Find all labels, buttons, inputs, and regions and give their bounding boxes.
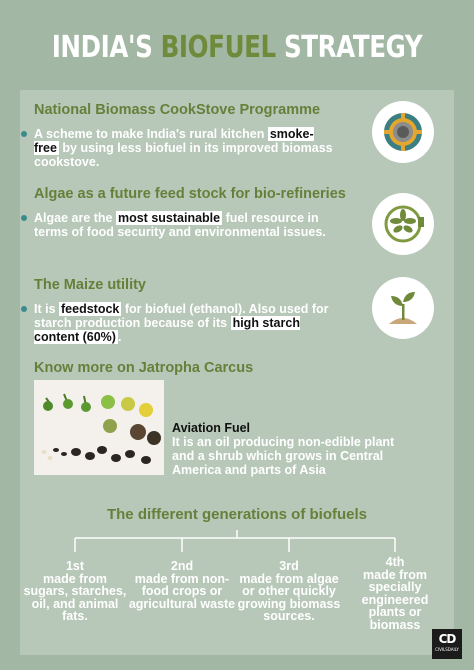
section-body-algae [34, 211, 334, 239]
sprout-icon [372, 277, 434, 339]
body-text: It is [34, 302, 60, 316]
highlight-text: smoke-free [34, 127, 314, 155]
generation-description: made from sugars, starches, oil, and animal fats. [23, 571, 127, 623]
generations-title: The different generations of biofuels [106, 506, 368, 523]
title-part-2: BIOFUEL [160, 30, 276, 65]
title-part-3: STRATEGY [275, 30, 423, 65]
algae-plug-icon [372, 193, 434, 255]
body-text: . [117, 330, 122, 344]
cookstove-icon [372, 101, 434, 163]
generations-connector-lines [0, 526, 474, 556]
highlight-text: most sustainable [117, 211, 221, 225]
section-heading-jatropha: Know more on Jatropha Carcus [34, 360, 254, 376]
body-text: fuel resource in terms of food security and environmental issues. [34, 211, 326, 239]
generation-number: 2nd [170, 559, 194, 573]
section-heading-algae: Algae as a future feed stock for bio-refineries [34, 186, 346, 202]
bullet-icon [21, 215, 27, 221]
body-text: Algae are the [34, 211, 116, 225]
aviation-fuel-body: It is an oil producing non-edible plant and a shrub which grows in Central America and parts of Asia [172, 435, 395, 477]
section-heading-cookstove: National Biomass CookStove Programme [34, 102, 321, 118]
generation-2nd [127, 560, 237, 610]
bullet-icon [21, 306, 27, 312]
highlight-text: high starch content (60%) [34, 316, 300, 344]
generation-number: 3rd [279, 559, 299, 573]
generation-4th [350, 556, 440, 631]
highlight-text: feedstock [61, 302, 120, 316]
page-title [43, 30, 432, 65]
generation-description: made from non-food crops or agricultural waste [128, 571, 236, 611]
logo-subtext: CIVILSDAILY [435, 647, 459, 652]
generation-3rd [234, 560, 344, 623]
section-body-maize [34, 302, 334, 344]
generation-description: made from algae or other quickly growing biomass sources. [237, 571, 341, 623]
jatropha-photo [34, 380, 164, 475]
civilsdaily-logo [432, 629, 462, 659]
bullet-icon [21, 131, 27, 137]
body-text: A scheme to make India's rural kitchen [34, 127, 268, 141]
logo-mark: CD [438, 632, 456, 646]
generation-number: 4th [385, 555, 405, 569]
body-text: by using less biofuel in its improved biomass cookstove. [34, 141, 333, 169]
generation-description: made from specially engineered plants or biomass [361, 567, 429, 632]
generation-number: 1st [65, 559, 85, 573]
aviation-fuel-title: Aviation Fuel [172, 421, 251, 435]
body-text: for biofuel (ethanol). Also used for starch production because of its [34, 302, 329, 330]
section-body-cookstove [34, 127, 334, 169]
title-part-1: INDIA'S [51, 30, 161, 65]
generation-1st [20, 560, 130, 623]
section-heading-maize: The Maize utility [34, 277, 146, 293]
